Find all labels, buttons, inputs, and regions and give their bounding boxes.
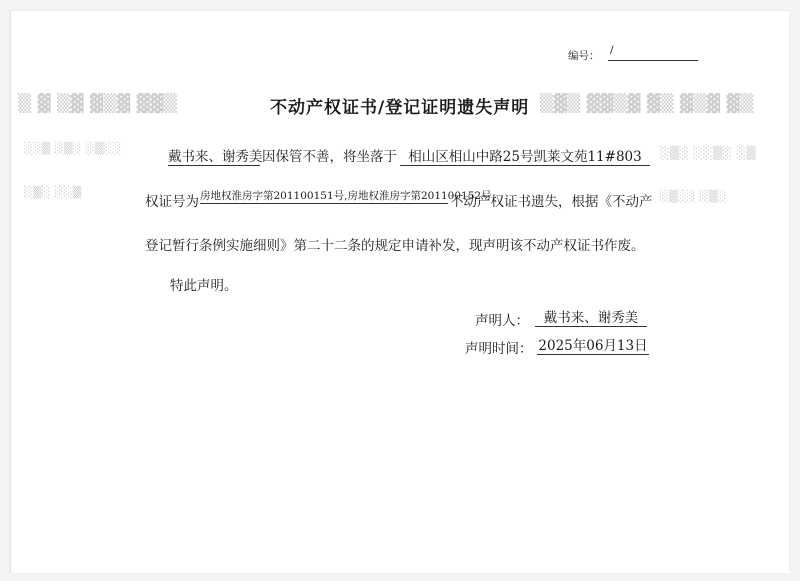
bleed-through-text: ░░▒ ░▒░ ░▒░░ — [24, 142, 122, 155]
closing-text: 特此声明。 — [170, 278, 238, 294]
body-text-1: 因保管不善，将坐落于 — [262, 149, 397, 165]
serial-label: 编号： — [568, 50, 600, 62]
body-text-3: 不动产权证书遗失，根据《不动产 — [450, 194, 653, 210]
owner-names: 戴书来、谢秀美 — [168, 145, 260, 166]
bleed-through-text: ▒ ▓ ▒▓ ▓▒▓ ▓▓▒ — [18, 94, 178, 114]
bleed-through-text: ░▒░░ ░▒░ — [660, 190, 727, 203]
bleed-through-text: ░▒░ ░░▒ — [24, 186, 82, 199]
date-label: 声明时间： — [465, 341, 533, 357]
page-title: 不动产权证书/登记证明遗失声明 — [270, 98, 530, 118]
declarant-label: 声明人： — [475, 313, 529, 329]
serial-value: / — [608, 44, 698, 61]
body-text-4: 登记暂行条例实施细则》第二十二条的规定申请补发，现声明该不动产权证书作废。 — [145, 238, 645, 254]
certificate-numbers: 房地权淮房字第201100151号,房地权淮房字第201100152号 — [200, 190, 492, 202]
bleed-through-text: ▒▓▒ ▓▓▒▓ ▓▒ ▓▒▓ ▓▒ — [540, 94, 754, 114]
declarant-names: 戴书来、谢秀美 — [535, 306, 647, 327]
declaration-date: 2025年06月13日 — [537, 334, 649, 355]
property-address: 相山区相山中路25号凯莱文苑11#803 — [400, 145, 650, 166]
bleed-through-text: ░▒░ ░░▒░ ░▒ — [660, 146, 757, 160]
body-text-2: 权证号为 — [145, 194, 199, 210]
